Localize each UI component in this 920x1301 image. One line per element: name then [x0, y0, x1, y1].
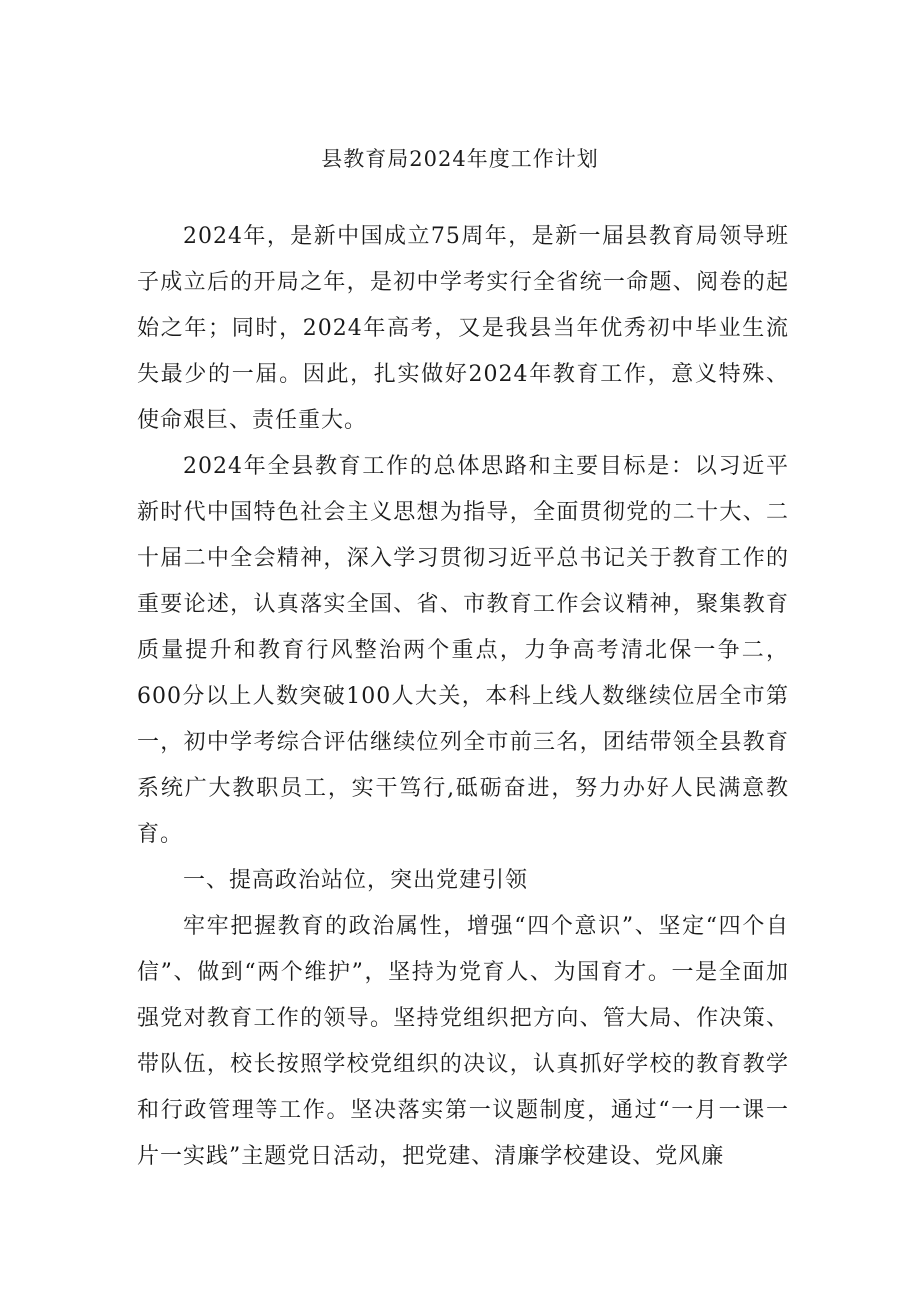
paragraph-goals: 2024年全县教育工作的总体思路和主要目标是：以习近平新时代中国特色社会主义思想为指导，全面贯彻党的二十大、二十届二中全会精神，深入学习贯彻习近平总书记关于教育工作的重要论述，认真落实全国、省、市教育工作会议精神，聚集教育质量提升和教育行风整治两个重点，力争高考清北保一争二，600分以上人数突破100人大关，本科上线人数继续位居全市第一，初中学考综合评估继续位列全市前三名，团结带领全县教育系统广大教职员工，实干笃行,砥砺奋进，努力办好人民满意教育。	[137, 454, 789, 847]
document-body	[137, 214, 789, 1180]
section-heading: 一、提高政治站位，突出党建引领	[183, 868, 529, 893]
paragraph-intro: 2024年，是新中国成立75周年，是新一届县教育局领导班子成立后的开局之年，是初中学考实行全省统一命题、阅卷的起始之年；同时，2024年高考，又是我县当年优秀初中毕业生流失最少的一届。因此，扎实做好2024年教育工作，意义特殊、使命艰巨、责任重大。	[137, 224, 789, 433]
paragraph-section-one: 牢牢把握教育的政治属性，增强“四个意识”、坚定“四个自信”、做到“两个维护”，坚持为党育人、为国育才。一是全面加强党对教育工作的领导。坚持党组织把方向、管大局、作决策、带队伍，校长按照学校党组织的决议，认真抓好学校的教育教学和行政管理等工作。坚决落实第一议题制度，通过“一月一课一片一实践”主题党日活动，把党建、清廉学校建设、党风廉	[137, 914, 789, 1169]
document-title: 县教育局2024年度工作计划	[321, 147, 599, 171]
